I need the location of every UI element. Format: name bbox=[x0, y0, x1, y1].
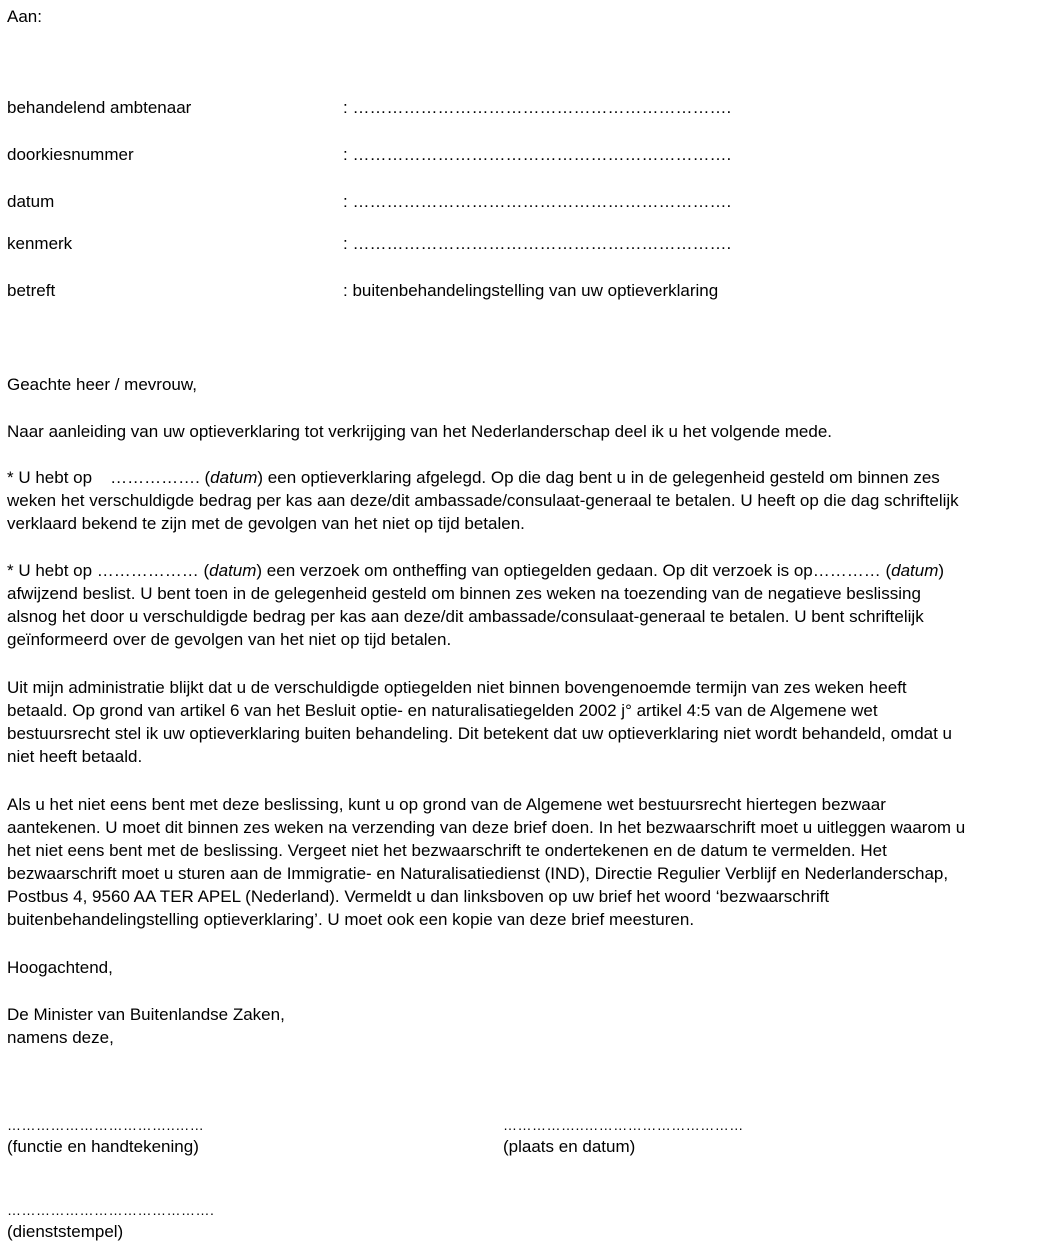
option1-line-1: * U hebt op ……………. (datum) een optieverklaring afgelegd. Op die dag bent u in de gelegenheid gesteld om binnen zes bbox=[7, 468, 940, 487]
objection-line: aantekenen. U moet dit binnen zes weken na verzending van deze brief doen. In het bezwaarschrift moet u uitleggen waarom u bbox=[7, 818, 966, 837]
intro-paragraph: Naar aanleiding van uw optieverklaring tot verkrijging van het Nederlanderschap deel ik u het volgende mede. bbox=[7, 422, 832, 441]
stamp-caption: (dienststempel) bbox=[7, 1222, 124, 1241]
option-paragraph-2 bbox=[7, 559, 1057, 651]
option2-line-2: afwijzend beslist. U bent toen in de gelegenheid gesteld om binnen zes weken na toezending van de negatieve beslissing bbox=[7, 584, 921, 603]
option1-line-3: verklaard bekend te zijn met de gevolgen van het niet op tijd betalen. bbox=[7, 514, 525, 533]
option-paragraph-1 bbox=[7, 466, 1057, 535]
admin-line: Uit mijn administratie blijkt dat u de verschuldigde optiegelden niet binnen bovengenoemde termijn van zes weken heeft bbox=[7, 678, 907, 697]
field-value-date: : …………………………………………………………. bbox=[343, 192, 732, 211]
field-value-official: : …………………………………………………………. bbox=[343, 98, 732, 117]
signature-caption: (functie en handtekening) bbox=[7, 1137, 199, 1156]
signatory-title: De Minister van Buitenlandse Zaken, bbox=[7, 1005, 285, 1024]
objection-line: Als u het niet eens bent met deze beslissing, kunt u op grond van de Algemene wet bestuursrecht hiertegen bezwaar bbox=[7, 795, 886, 814]
option2-line-1: * U hebt op ……………… (datum) een verzoek om ontheffing van optiegelden gedaan. Op dit verzoek is op………… (datum) bbox=[7, 561, 945, 580]
objection-paragraph bbox=[7, 793, 1057, 931]
signatory-on-behalf: namens deze, bbox=[7, 1028, 114, 1047]
objection-line: Postbus 4, 9560 AA TER APEL (Nederland). Vermeldt u dan linksboven op uw brief het woord ‘bezwaarschrift bbox=[7, 887, 830, 906]
option1-line-2: weken het verschuldigde bedrag per kas aan deze/dit ambassade/consulaat-generaal te betalen. U heeft op die dag schriftelijk bbox=[7, 491, 959, 510]
admin-line: niet heeft betaald. bbox=[7, 747, 143, 766]
objection-line: buitenbehandelingstelling optieverklaring’. U moet ook een kopie van deze brief meesturen. bbox=[7, 910, 695, 929]
field-value-reference: : …………………………………………………………. bbox=[343, 234, 732, 253]
option2-line-4: geïnformeerd over de gevolgen van het niet op tijd betalen. bbox=[7, 630, 452, 649]
place-date-dots: ……………..…………………………… bbox=[503, 1117, 744, 1133]
option2-line-3: alsnog het door u verschuldigde bedrag per kas aan deze/dit ambassade/consulaat-generaal te betalen. U bent schriftelijk bbox=[7, 607, 924, 626]
field-label-reference: kenmerk bbox=[7, 234, 73, 253]
field-label-date: datum bbox=[7, 192, 55, 211]
place-date-caption: (plaats en datum) bbox=[503, 1137, 636, 1156]
field-label-phone: doorkiesnummer bbox=[7, 145, 134, 164]
addressee-label: Aan: bbox=[7, 7, 42, 26]
objection-line: het niet eens bent met de beslissing. Vergeet niet het bezwaarschrift te ondertekenen en de datum te vermelden. Het bbox=[7, 841, 887, 860]
field-value-phone: : …………………………………………………………. bbox=[343, 145, 732, 164]
stamp-dots: ……………………………………. bbox=[7, 1202, 215, 1218]
admin-line: bestuursrecht stel ik uw optieverklaring buiten behandeling. Dit betekent dat uw optieverklaring niet wordt behandeld, omdat u bbox=[7, 724, 953, 743]
closing: Hoogachtend, bbox=[7, 958, 113, 977]
field-label-subject: betreft bbox=[7, 281, 56, 300]
field-label-official: behandelend ambtenaar bbox=[7, 98, 192, 117]
objection-line: bezwaarschrift moet u sturen aan de Immigratie- en Naturalisatiedienst (IND), Directie Regulier Verblijf en Nederlanderschap, bbox=[7, 864, 949, 883]
signature-dots: ……………………………..…… bbox=[7, 1117, 205, 1133]
field-value-subject: : buitenbehandelingstelling van uw optieverklaring bbox=[343, 281, 719, 300]
administration-paragraph bbox=[7, 676, 1057, 768]
greeting: Geachte heer / mevrouw, bbox=[7, 375, 197, 394]
admin-line: betaald. Op grond van artikel 6 van het Besluit optie- en naturalisatiegelden 2002 j° artikel 4:5 van de Algemene wet bbox=[7, 701, 878, 720]
